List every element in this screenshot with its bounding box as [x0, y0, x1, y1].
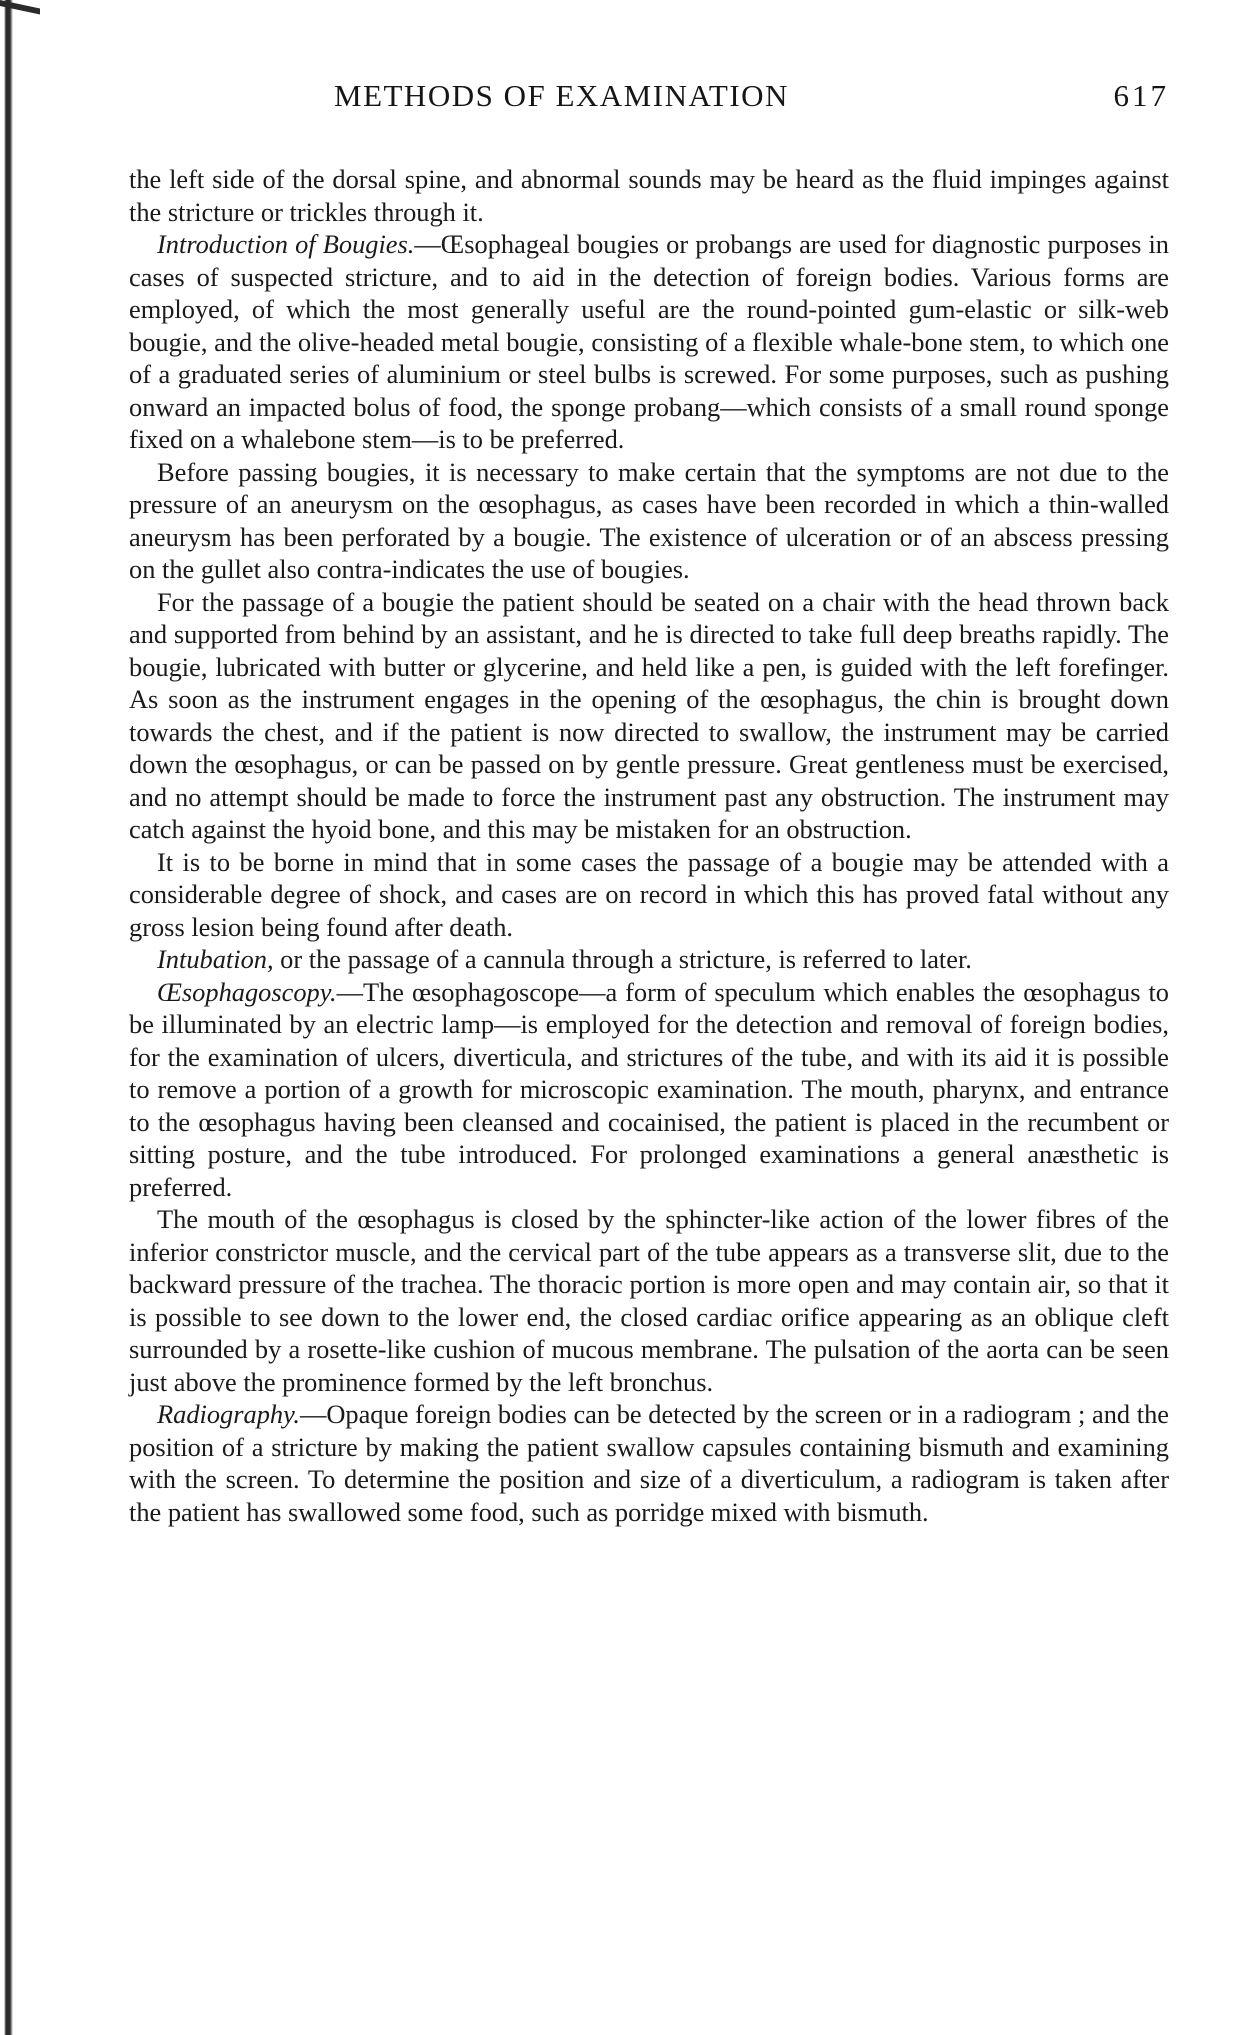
paragraph-oesophagus-view [129, 1203, 1169, 1398]
paragraph-text: —Œsophageal bougies or probangs are used for diagnostic purposes in cases of suspected stricture, and to aid in the detection of foreign bodies. Various forms are employed, of which the most generally useful are the round-pointed gum-elastic or silk-web bougie, and the olive-headed metal bougie, consisting of a flexible whale-bone stem, to which one of a graduated series of aluminium or steel bulbs is screwed. For some purposes, such as pushing onward an impacted bolus of food, the sponge probang—which consists of a small round sponge fixed on a whalebone stem—is to be preferred. [129, 229, 1169, 454]
page-number: 617 [1113, 78, 1169, 113]
section-heading-radiography: Radiography. [157, 1399, 300, 1429]
paragraph-bougie-passage [129, 586, 1169, 846]
section-heading-bougies: Introduction of Bougies. [157, 229, 415, 259]
paragraph-shock [129, 846, 1169, 944]
paragraph-text: Before passing bougies, it is necessary to make certain that the symptoms are not due to the pressure of an aneurysm on the œsophagus, as cases have been recorded in which a thin-walled aneurysm has been perforated by a bougie. The existence of ulceration or of an abscess pressing on the gullet also contra-indicates the use of bougies. [129, 456, 1169, 584]
paragraph-radiography [129, 1398, 1169, 1528]
body-text [129, 163, 1169, 1528]
paragraph-bougies [129, 228, 1169, 456]
paragraph-oesophagoscopy [129, 976, 1169, 1204]
paragraph-text: —Opaque foreign bodies can be detected by the screen or in a radiogram ; and the position of a stricture by making the patient swallow capsules containing bismuth and examining with the screen. To determine the position and size of a diverticulum, a radiogram is taken after the patient has swallowed some food, such as porridge mixed with bismuth. [129, 1399, 1169, 1527]
paragraph-text: —The œsophagoscope—a form of speculum which enables the œsophagus to be illuminated by an electric lamp—is employed for the detection and removal of foreign bodies, for the examination of ulcers, diverticula, and strictures of the tube, and with its aid it is possible to remove a portion of a growth for microscopic examination. The mouth, pharynx, and entrance to the œsophagus having been cleansed and cocainised, the patient is placed in the recumbent or sitting posture, and the tube introduced. For prolonged examinations a general anæsthetic is preferred. [129, 976, 1169, 1202]
paragraph-text: the left side of the dorsal spine, and abnormal sounds may be heard as the fluid impinges against the stricture or trickles through it. [129, 164, 1169, 227]
running-head-title: METHODS OF EXAMINATION [334, 78, 789, 113]
paragraph-text: The mouth of the œsophagus is closed by the sphincter-like action of the lower fibres of the inferior constrictor muscle, and the cervical part of the tube appears as a transverse slit, due to the backward pressure of the trachea. The thoracic portion is more open and may contain air, so that it is possible to see down to the lower end, the closed cardiac orifice appearing as an oblique cleft surrounded by a rosette-like cushion of mucous membrane. The pulsation of the aorta can be seen just above the prominence formed by the left bronchus. [129, 1204, 1169, 1397]
paragraph-intubation [129, 943, 1169, 976]
paragraph-text: It is to be borne in mind that in some cases the passage of a bougie may be attended with a considerable degree of shock, and cases are on record in which this has proved fatal without any gross lesion being found after death. [129, 846, 1169, 942]
running-head [334, 78, 1169, 118]
page-binding-edge [0, 0, 14, 2035]
section-heading-intubation: Intubation, [157, 944, 274, 974]
paragraph-continuation [129, 163, 1169, 228]
paragraph-aneurysm-caution [129, 456, 1169, 586]
paragraph-text: For the passage of a bougie the patient should be seated on a chair with the head thrown back and supported from behind by an assistant, and he is directed to take full deep breaths rapidly. The bougie, lubricated with butter or glycerine, and held like a pen, is guided with the left forefinger. As soon as the instrument engages in the opening of the œsophagus, the chin is brought down towards the chest, and if the patient is now directed to swallow, the instrument may be carried down the œsophagus, or can be passed on by gentle pressure. Great gentleness must be exercised, and no attempt should be made to force the instrument past any obstruction. The instrument may catch against the hyoid bone, and this may be mistaken for an obstruction. [129, 586, 1169, 844]
section-heading-oesophagoscopy: Œsophagoscopy. [157, 976, 337, 1007]
paragraph-text: or the passage of a cannula through a stricture, is referred to later. [273, 944, 972, 974]
